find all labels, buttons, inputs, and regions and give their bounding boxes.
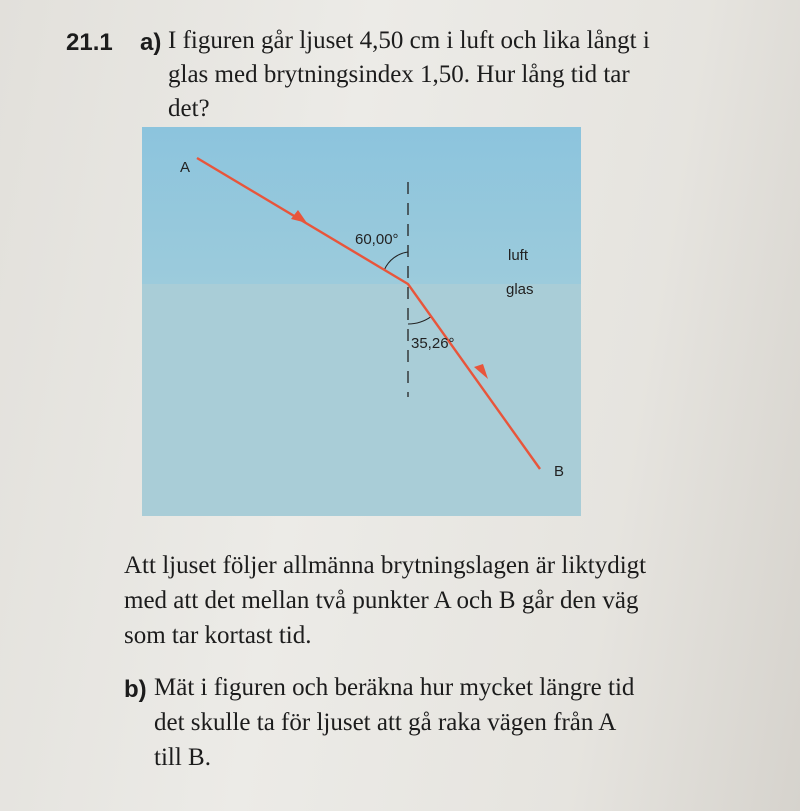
point-a-label: A xyxy=(180,159,191,176)
part-b-label: b) xyxy=(124,676,147,703)
angle-air-label: 60,00° xyxy=(355,231,399,248)
angle-glass-label: 35,26° xyxy=(411,335,455,352)
paragraph-line-1: Att ljuset följer allmänna brytningslagen är liktydigt xyxy=(124,552,647,579)
refraction-figure xyxy=(142,127,581,516)
medium-air-label: luft xyxy=(508,247,529,264)
paragraph-line-2: med att det mellan två punkter A och B går den väg xyxy=(124,587,639,614)
part-a-line-1: I figuren går ljuset 4,50 cm i luft och lika långt i xyxy=(168,27,650,54)
part-a-line-3: det? xyxy=(168,95,210,122)
paragraph-line-3: som tar kortast tid. xyxy=(124,622,312,649)
part-a-line-2: glas med brytningsindex 1,50. Hur lång tid tar xyxy=(168,61,630,88)
glass-region xyxy=(142,284,581,516)
part-b-line-1: Mät i figuren och beräkna hur mycket längre tid xyxy=(154,674,635,701)
medium-glass-label: glas xyxy=(506,281,534,298)
part-b-line-2: det skulle ta för ljuset att gå raka vägen från A xyxy=(154,709,617,736)
part-a-label: a) xyxy=(140,29,162,56)
point-b-label: B xyxy=(554,463,565,480)
problem-number: 21.1 xyxy=(66,29,113,56)
refraction-diagram xyxy=(142,127,581,516)
part-b-line-3: till B. xyxy=(154,744,211,771)
